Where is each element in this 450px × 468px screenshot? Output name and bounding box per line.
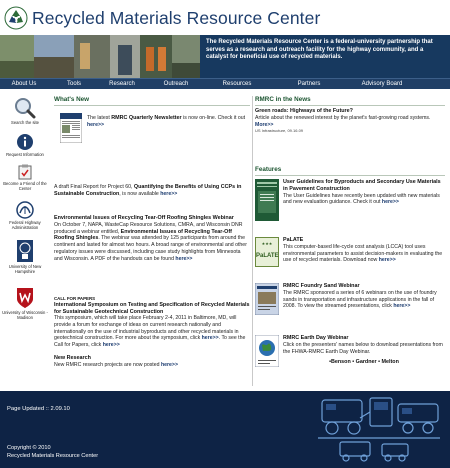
sidebar-item-request-info[interactable] (0, 133, 50, 157)
sidebar-item-label: Search the site (11, 120, 39, 125)
banner (0, 35, 450, 78)
cfp-symposium-link[interactable]: here>> (201, 335, 219, 342)
clipboard-icon (17, 164, 33, 180)
new-research-text: New RMRC research projects are now posted (54, 361, 161, 368)
nav-partners[interactable]: Partners (297, 81, 321, 87)
feature-user-guidelines (255, 179, 445, 229)
news-item (255, 108, 445, 133)
palate-thumbnail-label: PaLATE (256, 253, 279, 260)
newsletter-title[interactable]: RMRC Quarterly Newsletter (111, 115, 182, 121)
sidebar-item-unh[interactable] (0, 239, 50, 274)
nav-about-us[interactable]: About Us (11, 81, 37, 87)
sidebar-item-fhwa[interactable] (0, 201, 50, 230)
cfp-text: . To see the Call for Papers, click (54, 335, 246, 349)
site-header (0, 0, 450, 35)
banner-photo-collage (0, 35, 200, 78)
webinar-text: . The webinar was attended by 125 participants from around the continent and lasted for almost two hours. A broad range of environmental and other regulatory issues were discussed, including case study highlights from Minnesota and Wisconsin. A PDF of the handouts can be found (54, 235, 247, 262)
news-more-link[interactable]: More>> (255, 121, 274, 128)
feature-link[interactable]: here>> (378, 257, 396, 264)
feature-foundry-sand (255, 283, 445, 331)
newsletter-text: is now on-line. Check it out (181, 115, 246, 121)
page-updated: Page Updated :: 2.09.10 (7, 406, 70, 412)
webinar-title: Environmental Issues of Recycling Tear-Off Roofing Shingles Webinar (54, 215, 234, 221)
feature-palate (255, 237, 445, 273)
newsletter-item (87, 115, 250, 129)
nav-outreach[interactable]: Outreach (163, 81, 189, 87)
newsletter-text: The latest (87, 115, 112, 121)
feature-body (283, 179, 445, 206)
feature-body (283, 283, 445, 310)
earth-day-thumbnail[interactable] (255, 335, 279, 367)
sidebar-item-label: University of Wisconsin - Madison (2, 310, 48, 321)
feature-description: The RMRC sponsored a series of 6 webinars on the use of foundry sands in transportation and infrastructure applications in the fall of 2008. To view the streamed presentations, click (283, 289, 437, 310)
sidebar-item-label: Federal Highway Administration (9, 220, 41, 231)
feature-earth-day (255, 335, 445, 385)
copyright (7, 445, 98, 460)
sidebar-item-friend[interactable] (0, 164, 50, 191)
feature-title[interactable]: RMRC Earth Day Webinar (283, 335, 349, 341)
site-title[interactable]: Recycled Materials Resource Center (32, 8, 321, 28)
webinar-text: On October 7, NAPA, WasteCap Resource Solutions, CMRA, and Wisconsin DNR produced a webinar entitled, (54, 221, 243, 235)
column-divider (252, 96, 253, 386)
new-research-body (54, 362, 250, 369)
feature-text (283, 244, 445, 264)
nav-advisory-board[interactable]: Advisory Board (361, 81, 403, 87)
unh-seal-icon (16, 239, 34, 263)
recycle-logo-icon[interactable] (4, 6, 28, 30)
earth-day-presenters[interactable]: •Benson • Gardner • Melton (329, 359, 399, 366)
nav-resources[interactable]: Resources (222, 81, 252, 87)
shingles-webinar-item (54, 215, 250, 262)
feature-body (283, 335, 445, 366)
footer-machinery-art (310, 394, 446, 462)
news-headline[interactable]: Green roads: Highways of the Future? (255, 108, 353, 114)
nav-research[interactable]: Research (109, 81, 135, 87)
palate-thumbnail-art: ★★★ (261, 241, 273, 246)
nav-tools[interactable]: Tools (66, 81, 81, 87)
whats-new-column (54, 96, 250, 386)
info-icon (16, 133, 34, 151)
report-text: , is now available (119, 190, 161, 197)
feature-title[interactable]: User Guidelines for Byproducts and Secondary Use Materials in Pavement Construction (283, 179, 441, 192)
feature-title[interactable]: PaLATE (283, 237, 304, 243)
feature-body (283, 237, 445, 264)
feature-text (283, 193, 445, 206)
new-research-title: New Research (54, 355, 91, 361)
feature-title[interactable]: RMRC Foundry Sand Webinar (283, 283, 360, 289)
cfp-body (54, 315, 250, 348)
webinar-inline-title: Environmental Issues of Recycling Tear-Off Roofing Shingles (54, 228, 232, 242)
sidebar-item-label: Become a Friend of the Center (3, 181, 47, 192)
whats-new-heading: What's New (54, 96, 250, 106)
sidebar-item-label: University of New Hampshire (8, 264, 42, 275)
feature-description: This computer-based life-cycle cost analysis (LCCA) tool uses environmental parameters to assist decision-makers in evaluating the use of recycled materials. Download now (283, 243, 443, 264)
copyright-line: Copyright © 2010 (7, 445, 51, 451)
new-research-item (54, 355, 250, 369)
newsletter-thumbnail[interactable] (60, 113, 82, 143)
cfp-title: International Symposium on Testing and Specification of Recycled Materials for Sustainable Geotechnical Construction (54, 301, 250, 315)
copyright-org: Recycled Materials Resource Center (7, 452, 99, 459)
in-the-news-heading: RMRC in the News (255, 96, 445, 106)
news-text: Article about the renewed interest by the planet's fast-growing road systems. (255, 114, 431, 121)
sidebar (0, 89, 50, 391)
sidebar-item-search[interactable] (0, 97, 50, 125)
news-source: US Infrastructure, 09.16.09 (255, 128, 304, 134)
feature-text (283, 290, 445, 310)
cfp-papers-link[interactable]: here>> (102, 342, 120, 349)
site-footer (0, 391, 450, 468)
features-heading: Features (255, 166, 445, 176)
report-link[interactable]: here>> (160, 190, 178, 197)
report-text: A draft Final Report for Project 60, (54, 184, 134, 190)
feature-description: The User Guidelines have recently been updated with new materials and new evaluation guidance. Check it out (283, 192, 440, 206)
feature-text: Click on the presenters' names below to download presentations from the FHWA-RMRC Earth Day Webinar. (283, 341, 443, 355)
newsletter-link[interactable]: here>> (87, 121, 105, 128)
draft-report-item (54, 184, 250, 198)
magnifier-icon (14, 97, 36, 119)
sidebar-item-uw[interactable] (0, 287, 50, 320)
new-research-link[interactable]: here>> (160, 361, 178, 368)
user-guidelines-thumbnail[interactable] (255, 179, 279, 221)
cfp-text: This symposium, which will take place February 2-4, 2011 in Baltimore, MD, will provide a forum for exchange of ideas on current research nationally and internationally on the use of industrial byproducts and other recycled materials in geotechnical construction. For more about the symposium, click (54, 315, 239, 342)
palate-thumbnail[interactable] (255, 237, 279, 267)
feature-link[interactable]: here>> (393, 303, 411, 310)
main-nav (0, 78, 450, 89)
webinar-body (54, 222, 250, 262)
sidebar-item-label: Request Information (6, 152, 44, 157)
call-for-papers-item (54, 296, 250, 349)
webinar-link[interactable]: here>> (175, 255, 193, 262)
cfp-label: CALL FOR PAPERS (54, 296, 96, 301)
uw-crest-icon (16, 287, 34, 309)
foundry-webinar-thumbnail[interactable] (255, 283, 279, 315)
news-body (255, 115, 445, 128)
feature-link[interactable]: here>> (381, 199, 399, 206)
right-column (255, 96, 445, 386)
fhwa-logo-icon (16, 201, 34, 219)
report-title: Quantifying the Benefits of Using CCPs in Sustainable Construction (54, 184, 242, 197)
banner-tagline: The Recycled Materials Resource Center is a federal-university partnership that serves as a research and outreach facility for the highway community, and a catalyst for beneficial use of recycled materials. (206, 39, 433, 60)
